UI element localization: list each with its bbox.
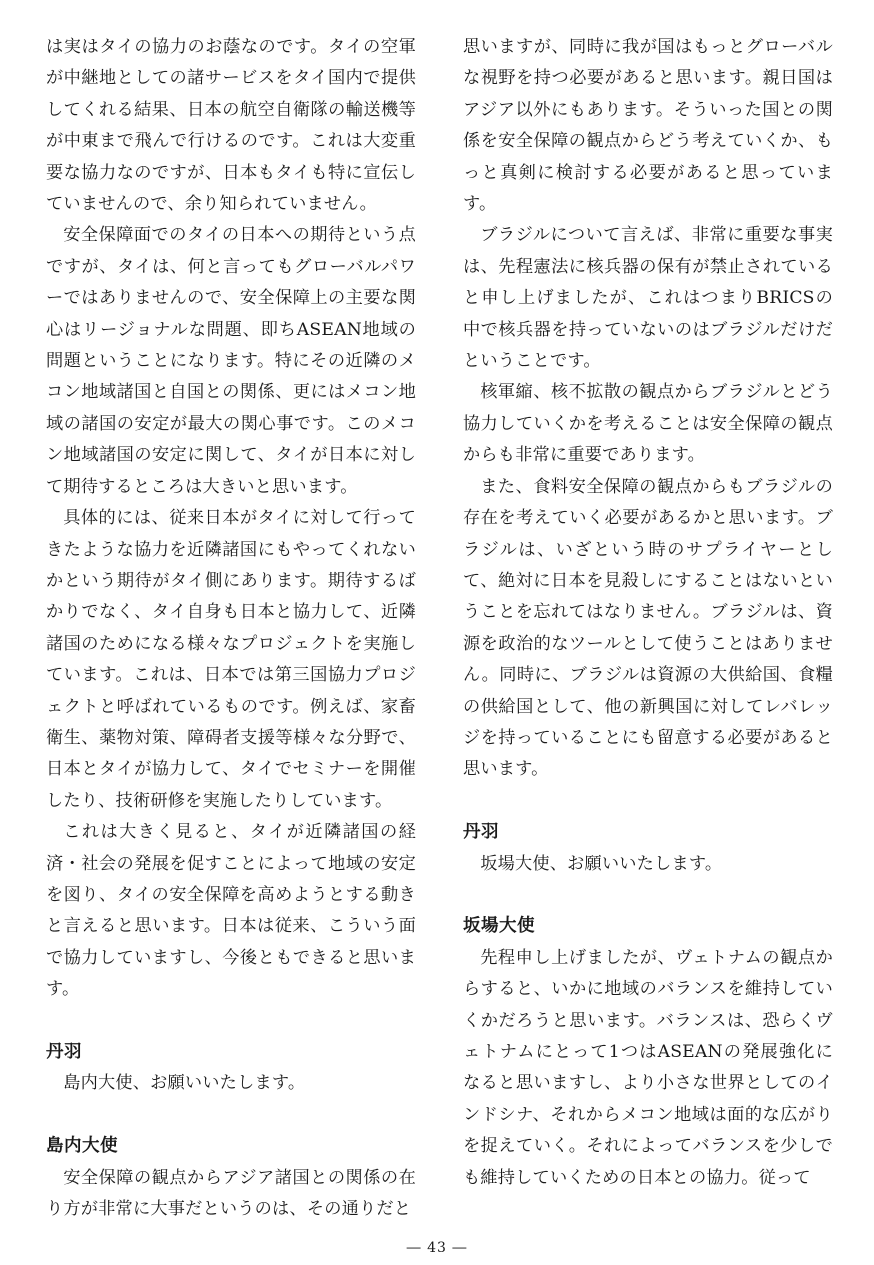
left-column	[46, 32, 416, 1225]
speaker-name: 丹羽	[46, 1041, 82, 1062]
paragraph: また、食料安全保障の観点からもブラジルの存在を考えていく必要があるかと思います。ブラジルは、いざという時のサプライヤーとして、絶対に日本を見殺しにすることはないということを忘れてはなりません。ブラジルは、資源を政治的なツールとして使うことはありません。同時に、ブラジルは資源の大供給国、食糧の供給国として、他の新興国に対してレバレッジを持っていることにも留意する必要があると思います。	[463, 476, 833, 780]
paragraph: ブラジルについて言えば、非常に重要な事実は、先程憲法に核兵器の保有が禁止されていると申し上げましたが、これはつまりBRICSの中で核兵器を持っていないのはブラジルだけだということです。	[463, 225, 833, 372]
paragraph: 安全保障面でのタイの日本への期待という点ですが、タイは、何と言ってもグローバルパワーではありませんので、安全保障上の主要な関心はリージョナルな問題、即ちASEAN地域の問題ということになります。特にその近隣のメコン地域諸国と自国との関係、更にはメコン地域の諸国の安定が最大の関心事です。このメコン地域諸国の安定に関して、タイが日本に対して期待するところは大きいと思います。	[46, 225, 416, 497]
speaker-name: 島内大使	[46, 1136, 118, 1157]
speaker-name: 坂場大使	[463, 916, 535, 937]
paragraph: これは大きく見ると、タイが近隣諸国の経済・社会の発展を促すことによって地域の安定を図り、タイの安全保障を高めようとする動きと言えると思います。日本は従来、こういう面で協力していますし、今後ともできると思います。	[46, 822, 416, 1000]
page-number: ― 43 ―	[406, 1240, 468, 1256]
speaker-name: 丹羽	[463, 822, 499, 843]
paragraph: 核軍縮、核不拡散の観点からブラジルとどう協力していくかを考えることは安全保障の観点からも非常に重要であります。	[463, 382, 833, 466]
paragraph: 坂場大使、お願いいたします。	[480, 853, 723, 874]
paragraph: 先程申し上げましたが、ヴェトナムの観点からすると、いかに地域のバランスを維持していくかだろうと思います。バランスは、恐らくヴェトナムにとって1つはASEANの発展強化になると思いますし、より小さな世界としてのインドシナ、それからメコン地域は面的な広がりを捉えていく。それによってバランスを少しでも維持していくための日本との協力。従って	[463, 947, 833, 1188]
paragraph: 安全保障の観点からアジア諸国との関係の在り方が非常に大事だというのは、その通りだと	[46, 1167, 416, 1219]
right-column	[463, 32, 833, 1194]
paragraph: 思いますが、同時に我が国はもっとグローバルな視野を持つ必要があると思います。親日国はアジア以外にもあります。そういった国との関係を安全保障の観点からどう考えていくか、もっと真剣に検討する必要があると思っています。	[463, 37, 833, 215]
paragraph: は実はタイの協力のお蔭なのです。タイの空軍が中継地としての諸サービスをタイ国内で提供してくれる結果、日本の航空自衛隊の輸送機等が中東まで飛んで行けるのです。これは大変重要な協力なのですが、日本もタイも特に宣伝していませんので、余り知られていません。	[46, 37, 416, 215]
paragraph: 島内大使、お願いいたします。	[63, 1073, 306, 1094]
paragraph: 具体的には、従来日本がタイに対して行ってきたような協力を近隣諸国にもやってくれないかという期待がタイ側にあります。期待するばかりでなく、タイ自身も日本と協力して、近隣諸国のためになる様々なプロジェクトを実施しています。これは、日本では第三国協力プロジェクトと呼ばれているものです。例えば、家畜衛生、薬物対策、障碍者支援等様々な分野で、日本とタイが協力して、タイでセミナーを開催したり、技術研修を実施したりしています。	[46, 508, 416, 811]
